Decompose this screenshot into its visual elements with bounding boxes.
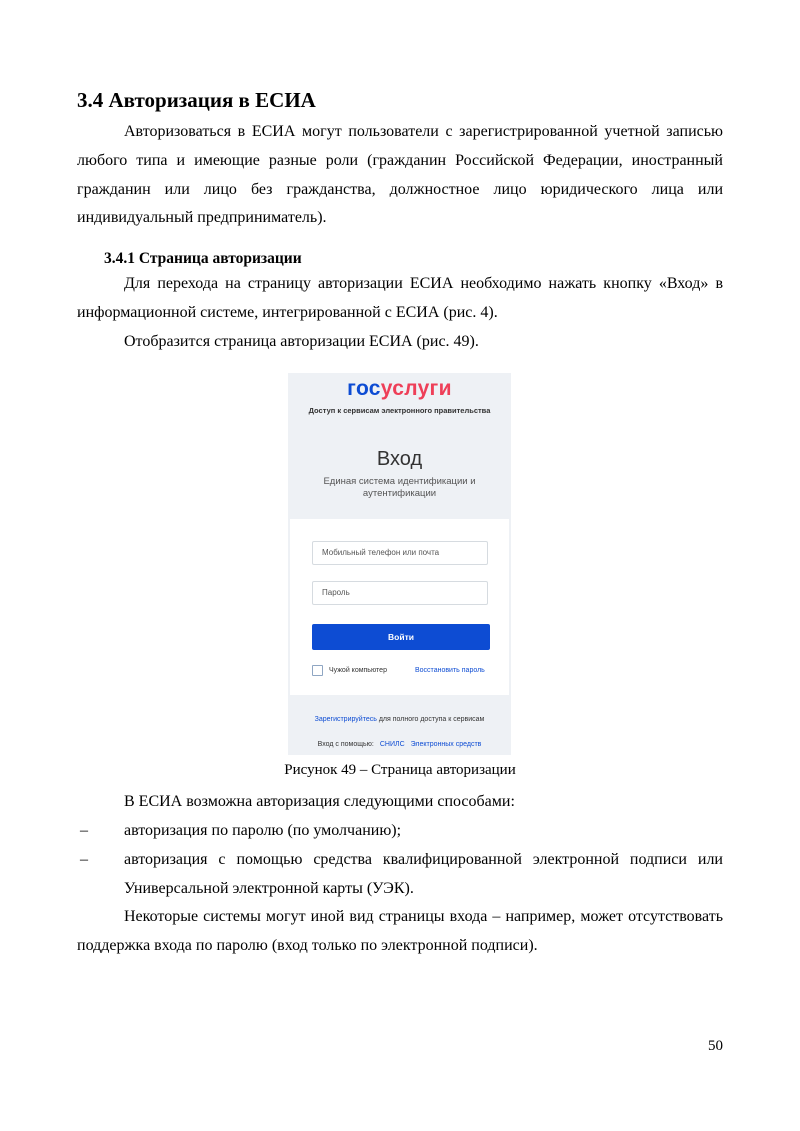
methods-list: [77, 817, 723, 846]
section-title: 3.4 Авторизация в ЕСИА: [77, 88, 316, 112]
logo-tagline: Доступ к сервисам электронного правительства: [308, 406, 491, 415]
login-title: Вход: [376, 448, 423, 470]
restore-password-link[interactable]: Восстановить пароль: [415, 667, 485, 674]
login-submit-button[interactable]: Войти: [312, 624, 490, 650]
gosuslugi-logo: госуслуги: [347, 377, 452, 400]
register-row: Зарегистрируйтесь для полного доступа к сервисам: [314, 716, 485, 723]
intro-paragraph: Авторизоваться в ЕСИА могут пользователи с зарегистрированной учетной записью любого типа и имеющие разные роли (гражданин Российской Федерации, иностранный гражданин или лицо без гражданства, должностное лицо юридического лица или индивидуальный предприниматель).: [77, 123, 723, 227]
login-page-figure: [288, 373, 511, 755]
login-helpers-row: [288, 741, 511, 748]
snils-link[interactable]: СНИЛС: [379, 741, 405, 748]
phone-or-email-input[interactable]: Мобильный телефон или почта: [312, 541, 488, 565]
list-item: – авторизация с помощью средства квалифицированной электронной подписи или Универсальной электронной карты (УЭК).: [80, 851, 723, 897]
foreign-computer-label: Чужой компьютер: [329, 667, 387, 674]
page-number: 50: [708, 1038, 723, 1054]
paragraph-login-button: Для перехода на страницу авторизации ЕСИА необходимо нажать кнопку «Вход» в информационной системе, интегрированной с ЕСИА (рис. 4).: [77, 275, 723, 321]
foreign-computer-checkbox[interactable]: [312, 665, 323, 676]
login-form: [290, 519, 509, 695]
paragraph-other-systems: Некоторые системы могут иной вид страницы входа – например, может отсутствовать поддержка входа по паролю (вход только по электронной подписи).: [77, 908, 723, 954]
paragraph-methods: В ЕСИА возможна авторизация следующими способами:: [124, 793, 515, 810]
register-link[interactable]: Зарегистрируйтесь: [314, 716, 377, 723]
password-input[interactable]: Пароль: [312, 581, 488, 605]
login-helpers-label: Вход с помощью:: [317, 741, 374, 748]
list-item: – авторизация по паролю (по умолчанию);: [80, 822, 402, 839]
paragraph-page-shown: Отобразится страница авторизации ЕСИА (рис. 49).: [124, 333, 479, 350]
electronic-means-link[interactable]: Электронных средств: [410, 741, 482, 748]
login-subtitle: Единая система идентификации и аутентификации: [323, 476, 476, 499]
methods-list-2: [77, 846, 723, 904]
figure-caption: Рисунок 49 – Страница авторизации: [284, 762, 516, 778]
subsection-title: 3.4.1 Страница авторизации: [104, 250, 302, 267]
